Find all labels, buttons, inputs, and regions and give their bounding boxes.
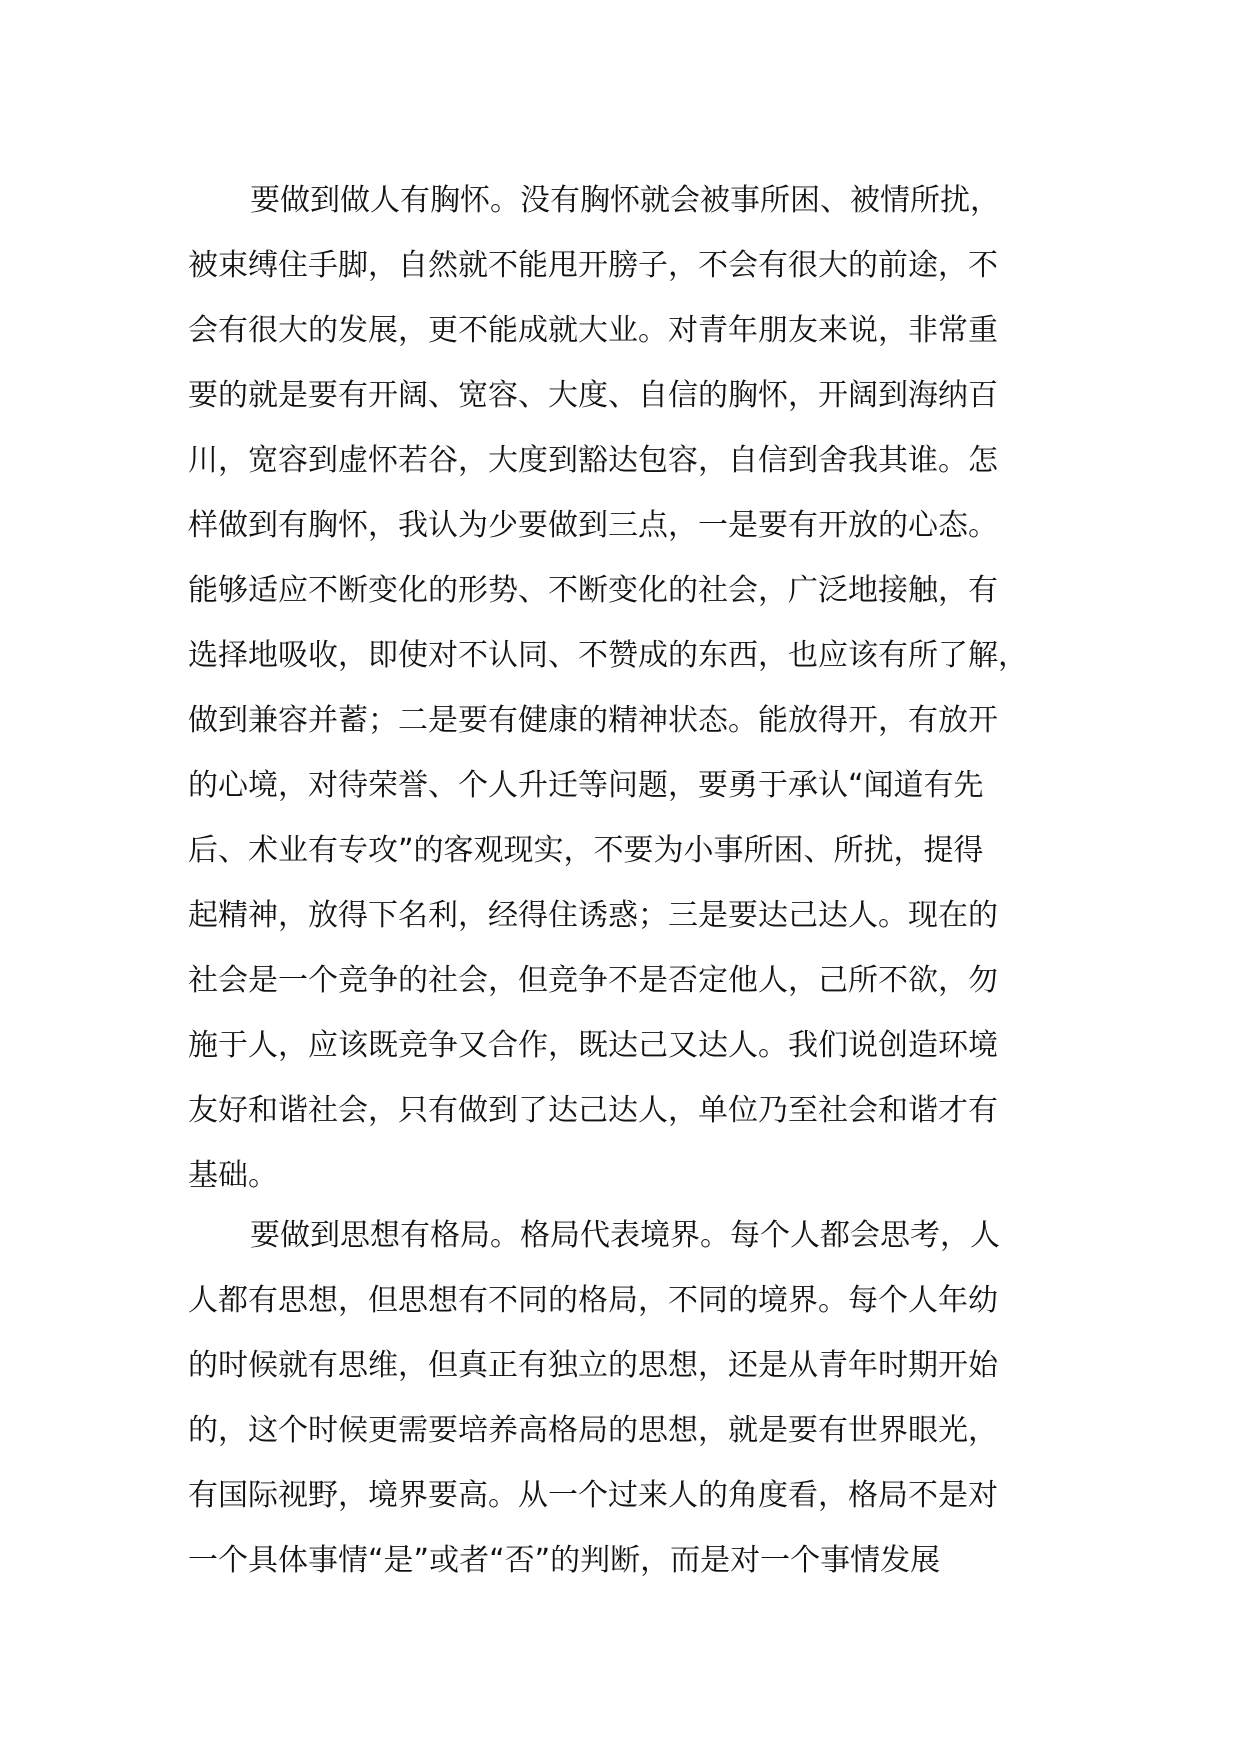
paragraph-2 [188,1203,1058,1593]
paragraph-line: 友好和谐社会，只有做到了达己达人，单位乃至社会和谐才有 [188,1093,998,1128]
paragraph-line: 的心境，对待荣誉、个人升迁等问题，要勇于承认“闻道有先 [188,768,984,803]
paragraph-line: 基础。 [188,1158,278,1193]
paragraph-line: 做到兼容并蓄；二是要有健康的精神状态。能放得开，有放开 [188,703,998,738]
paragraph-line: 的，这个时候更需要培养高格局的思想，就是要有世界眼光， [188,1413,998,1448]
paragraph-line: 要的就是要有开阔、宽容、大度、自信的胸怀，开阔到海纳百 [188,378,998,413]
paragraph-1 [188,168,1058,1208]
paragraph-line: 川，宽容到虚怀若谷，大度到豁达包容，自信到舍我其谁。怎 [188,443,998,478]
paragraph-line: 一个具体事情“是”或者“否”的判断，而是对一个事情发展 [188,1543,941,1578]
paragraph-line: 能够适应不断变化的形势、不断变化的社会，广泛地接触，有 [188,573,998,608]
paragraph-line: 选择地吸收，即使对不认同、不赞成的东西，也应该有所了解， [188,638,1028,673]
paragraph-line: 有国际视野，境界要高。从一个过来人的角度看，格局不是对 [188,1478,998,1513]
paragraph-line: 要做到思想有格局。格局代表境界。每个人都会思考，人 [250,1218,1000,1253]
paragraph-line: 的时候就有思维，但真正有独立的思想，还是从青年时期开始 [188,1348,998,1383]
paragraph-line: 后、术业有专攻”的客观现实，不要为小事所困、所扰，提得 [188,833,984,868]
paragraph-line: 会有很大的发展，更不能成就大业。对青年朋友来说，非常重 [188,313,998,348]
paragraph-line: 社会是一个竞争的社会，但竞争不是否定他人，己所不欲，勿 [188,963,998,998]
paragraph-line: 施于人，应该既竞争又合作，既达己又达人。我们说创造环境 [188,1028,998,1063]
paragraph-line: 样做到有胸怀，我认为少要做到三点，一是要有开放的心态。 [188,508,998,543]
paragraph-line: 要做到做人有胸怀。没有胸怀就会被事所困、被情所扰， [250,183,1000,218]
paragraph-line: 被束缚住手脚，自然就不能甩开膀子，不会有很大的前途，不 [188,248,998,283]
paragraph-line: 人都有思想，但思想有不同的格局，不同的境界。每个人年幼 [188,1283,998,1318]
paragraph-line: 起精神，放得下名利，经得住诱惑；三是要达己达人。现在的 [188,898,998,933]
